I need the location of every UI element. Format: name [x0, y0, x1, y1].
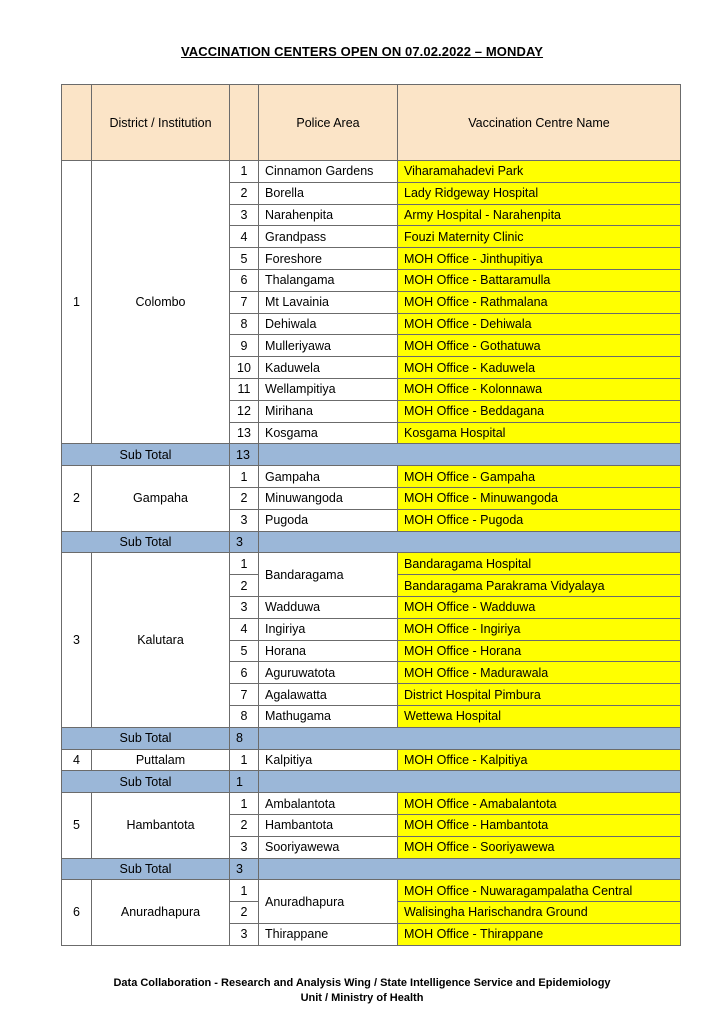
- vaccination-centre: MOH Office - Kolonnawa: [398, 378, 681, 400]
- header-index-cell: [230, 85, 259, 161]
- police-area: Cinnamon Gardens: [259, 161, 398, 183]
- row-index: 2: [230, 575, 259, 597]
- vaccination-centre: Bandaragama Hospital: [398, 553, 681, 575]
- district-number: 3: [62, 553, 92, 727]
- row-index: 3: [230, 923, 259, 945]
- police-area: Thirappane: [259, 923, 398, 945]
- table-body: [62, 85, 681, 946]
- row-index: 2: [230, 814, 259, 836]
- row-index: 1: [230, 161, 259, 183]
- district-name: Colombo: [92, 161, 230, 444]
- vaccination-centre: MOH Office - Minuwangoda: [398, 487, 681, 509]
- vaccination-centre: Walisingha Harischandra Ground: [398, 902, 681, 924]
- footer: [0, 976, 724, 1006]
- vaccination-centre: MOH Office - Horana: [398, 640, 681, 662]
- subtotal-value: 1: [230, 771, 259, 793]
- table-row: [62, 553, 681, 575]
- row-index: 3: [230, 204, 259, 226]
- police-area: Hambantota: [259, 814, 398, 836]
- row-index: 4: [230, 226, 259, 248]
- district-number: 4: [62, 749, 92, 771]
- vaccination-centre: MOH Office - Gampaha: [398, 466, 681, 488]
- header-district: District / Institution: [92, 85, 230, 161]
- subtotal-blank: [259, 444, 681, 466]
- vaccination-centre: MOH Office - Pugoda: [398, 509, 681, 531]
- police-area: Gampaha: [259, 466, 398, 488]
- subtotal-row: [62, 771, 681, 793]
- table-row: [62, 749, 681, 771]
- police-area: Ambalantota: [259, 793, 398, 815]
- row-index: 12: [230, 400, 259, 422]
- police-area: Sooriyawewa: [259, 836, 398, 858]
- vaccination-centre: MOH Office - Battaramulla: [398, 269, 681, 291]
- row-index: 7: [230, 291, 259, 313]
- row-index: 3: [230, 509, 259, 531]
- district-name: Gampaha: [92, 466, 230, 531]
- footer-line-2: Unit / Ministry of Health: [300, 992, 424, 1004]
- district-number: 6: [62, 880, 92, 945]
- police-area: Borella: [259, 182, 398, 204]
- row-index: 6: [230, 662, 259, 684]
- row-index: 10: [230, 357, 259, 379]
- row-index: 13: [230, 422, 259, 444]
- police-area: Mathugama: [259, 705, 398, 727]
- subtotal-label: Sub Total: [62, 858, 230, 880]
- district-number: 5: [62, 793, 92, 858]
- vaccination-centre: MOH Office - Rathmalana: [398, 291, 681, 313]
- police-area: Dehiwala: [259, 313, 398, 335]
- vaccination-centers-table: [61, 84, 681, 946]
- subtotal-row: [62, 444, 681, 466]
- table-row: [62, 793, 681, 815]
- subtotal-label: Sub Total: [62, 771, 230, 793]
- vaccination-centre: Army Hospital - Narahenpita: [398, 204, 681, 226]
- district-name: Kalutara: [92, 553, 230, 727]
- district-name: Puttalam: [92, 749, 230, 771]
- subtotal-value: 13: [230, 444, 259, 466]
- row-index: 7: [230, 684, 259, 706]
- district-name: Hambantota: [92, 793, 230, 858]
- vaccination-centre: MOH Office - Beddagana: [398, 400, 681, 422]
- police-area: Bandaragama: [259, 553, 398, 597]
- police-area: Mt Lavainia: [259, 291, 398, 313]
- subtotal-value: 3: [230, 858, 259, 880]
- police-area: Foreshore: [259, 248, 398, 270]
- vaccination-centre: MOH Office - Thirappane: [398, 923, 681, 945]
- footer-line-1: Data Collaboration - Research and Analysis Wing / State Intelligence Service and Epidemiology: [113, 977, 611, 989]
- police-area: Aguruwatota: [259, 662, 398, 684]
- row-index: 8: [230, 705, 259, 727]
- row-index: 1: [230, 880, 259, 902]
- vaccination-centre: MOH Office - Madurawala: [398, 662, 681, 684]
- row-index: 1: [230, 553, 259, 575]
- subtotal-blank: [259, 858, 681, 880]
- row-index: 3: [230, 836, 259, 858]
- vaccination-centre: MOH Office - Sooriyawewa: [398, 836, 681, 858]
- subtotal-label: Sub Total: [62, 444, 230, 466]
- subtotal-label: Sub Total: [62, 727, 230, 749]
- vaccination-centre: MOH Office - Wadduwa: [398, 596, 681, 618]
- row-index: 2: [230, 182, 259, 204]
- vaccination-centre: MOH Office - Amabalantota: [398, 793, 681, 815]
- subtotal-row: [62, 531, 681, 553]
- subtotal-row: [62, 727, 681, 749]
- police-area: Kosgama: [259, 422, 398, 444]
- vaccination-centre: Bandaragama Parakrama Vidyalaya: [398, 575, 681, 597]
- police-area: Wadduwa: [259, 596, 398, 618]
- police-area: Minuwangoda: [259, 487, 398, 509]
- district-number: 1: [62, 161, 92, 444]
- vaccination-centre: Wettewa Hospital: [398, 705, 681, 727]
- row-index: 1: [230, 466, 259, 488]
- police-area: Anuradhapura: [259, 880, 398, 924]
- row-index: 4: [230, 618, 259, 640]
- vaccination-centre: MOH Office - Kalpitiya: [398, 749, 681, 771]
- row-index: 5: [230, 640, 259, 662]
- district-number: 2: [62, 466, 92, 531]
- row-index: 6: [230, 269, 259, 291]
- police-area: Ingiriya: [259, 618, 398, 640]
- police-area: Thalangama: [259, 269, 398, 291]
- police-area: Mulleriyawa: [259, 335, 398, 357]
- police-area: Narahenpita: [259, 204, 398, 226]
- police-area: Pugoda: [259, 509, 398, 531]
- table-row: [62, 466, 681, 488]
- vaccination-centre: MOH Office - Nuwaragampalatha Central: [398, 880, 681, 902]
- vaccination-centre: Lady Ridgeway Hospital: [398, 182, 681, 204]
- subtotal-row: [62, 858, 681, 880]
- subtotal-blank: [259, 771, 681, 793]
- page-title: VACCINATION CENTERS OPEN ON 07.02.2022 – MONDAY: [180, 44, 544, 59]
- row-index: 2: [230, 487, 259, 509]
- police-area: Kaduwela: [259, 357, 398, 379]
- vaccination-centre: MOH Office - Gothatuwa: [398, 335, 681, 357]
- police-area: Horana: [259, 640, 398, 662]
- table-row: [62, 161, 681, 183]
- police-area: Mirihana: [259, 400, 398, 422]
- vaccination-centre: MOH Office - Jinthupitiya: [398, 248, 681, 270]
- vaccination-centre: Viharamahadevi Park: [398, 161, 681, 183]
- row-index: 3: [230, 596, 259, 618]
- row-index: 1: [230, 793, 259, 815]
- vaccination-centre: District Hospital Pimbura: [398, 684, 681, 706]
- row-index: 2: [230, 902, 259, 924]
- subtotal-label: Sub Total: [62, 531, 230, 553]
- row-index: 9: [230, 335, 259, 357]
- vaccination-centre: Kosgama Hospital: [398, 422, 681, 444]
- subtotal-value: 8: [230, 727, 259, 749]
- table-row: [62, 880, 681, 902]
- header-number-cell: [62, 85, 92, 161]
- row-index: 1: [230, 749, 259, 771]
- header-police-area: Police Area: [259, 85, 398, 161]
- subtotal-blank: [259, 531, 681, 553]
- police-area: Wellampitiya: [259, 378, 398, 400]
- police-area: Grandpass: [259, 226, 398, 248]
- vaccination-centre: MOH Office - Ingiriya: [398, 618, 681, 640]
- police-area: Agalawatta: [259, 684, 398, 706]
- subtotal-blank: [259, 727, 681, 749]
- vaccination-centre: MOH Office - Dehiwala: [398, 313, 681, 335]
- police-area: Kalpitiya: [259, 749, 398, 771]
- vaccination-centre: Fouzi Maternity Clinic: [398, 226, 681, 248]
- vaccination-centre: MOH Office - Hambantota: [398, 814, 681, 836]
- district-name: Anuradhapura: [92, 880, 230, 945]
- table-header-row: [62, 85, 681, 161]
- subtotal-value: 3: [230, 531, 259, 553]
- row-index: 5: [230, 248, 259, 270]
- header-centre-name: Vaccination Centre Name: [398, 85, 681, 161]
- row-index: 11: [230, 378, 259, 400]
- row-index: 8: [230, 313, 259, 335]
- vaccination-centre: MOH Office - Kaduwela: [398, 357, 681, 379]
